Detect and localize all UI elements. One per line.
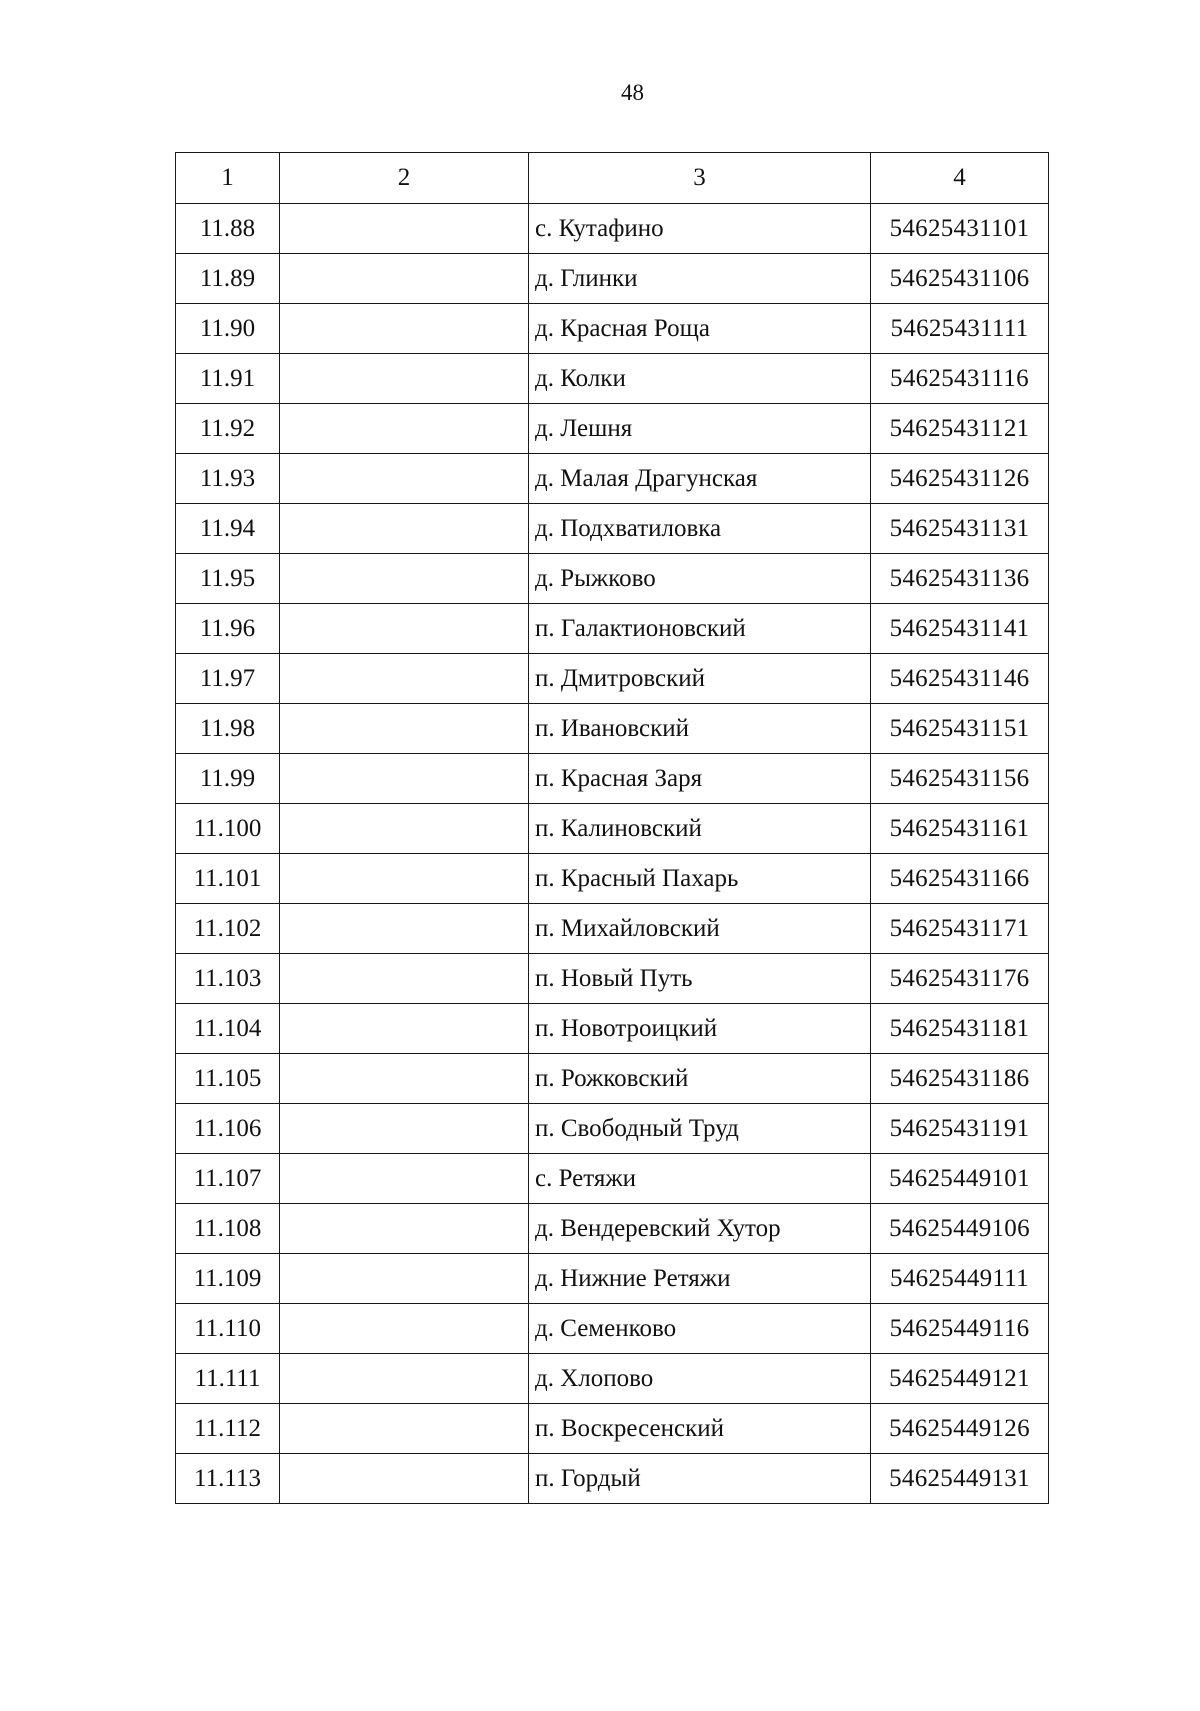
header-row	[176, 153, 1049, 204]
column-2-cell	[280, 1154, 529, 1204]
column-2-cell	[280, 204, 529, 254]
table-row	[176, 404, 1049, 454]
okato-code-cell: 54625449106	[871, 1204, 1049, 1254]
row-number-cell: 11.93	[176, 454, 280, 504]
header-cell-3: 3	[529, 153, 871, 204]
row-number-cell: 11.110	[176, 1304, 280, 1354]
table-row	[176, 904, 1049, 954]
table-row	[176, 254, 1049, 304]
row-number-cell: 11.111	[176, 1354, 280, 1404]
column-2-cell	[280, 904, 529, 954]
table-row	[176, 1004, 1049, 1054]
okato-code-cell: 54625449126	[871, 1404, 1049, 1454]
row-number-cell: 11.113	[176, 1454, 280, 1504]
column-2-cell	[280, 604, 529, 654]
header-cell-2: 2	[280, 153, 529, 204]
table-row	[176, 454, 1049, 504]
column-2-cell	[280, 704, 529, 754]
row-number-cell: 11.109	[176, 1254, 280, 1304]
row-number-cell: 11.112	[176, 1404, 280, 1454]
table-row	[176, 1304, 1049, 1354]
settlement-name-cell: п. Дмитровский	[529, 654, 871, 704]
table-body	[176, 153, 1049, 1504]
okato-code-cell: 54625431101	[871, 204, 1049, 254]
column-2-cell	[280, 1004, 529, 1054]
row-number-cell: 11.106	[176, 1104, 280, 1154]
table-row	[176, 204, 1049, 254]
settlement-name-cell: д. Малая Драгунская	[529, 454, 871, 504]
column-2-cell	[280, 1204, 529, 1254]
row-number-cell: 11.96	[176, 604, 280, 654]
okato-code-cell: 54625431181	[871, 1004, 1049, 1054]
okato-code-cell: 54625431166	[871, 854, 1049, 904]
table-row	[176, 554, 1049, 604]
okato-code-cell: 54625431156	[871, 754, 1049, 804]
okato-code-cell: 54625449121	[871, 1354, 1049, 1404]
row-number-cell: 11.95	[176, 554, 280, 604]
row-number-cell: 11.89	[176, 254, 280, 304]
settlement-name-cell: д. Глинки	[529, 254, 871, 304]
table-row	[176, 1054, 1049, 1104]
table-row	[176, 704, 1049, 754]
column-2-cell	[280, 1104, 529, 1154]
table-row	[176, 1104, 1049, 1154]
settlement-name-cell: д. Вендеревский Хутор	[529, 1204, 871, 1254]
row-number-cell: 11.107	[176, 1154, 280, 1204]
settlement-name-cell: д. Хлопово	[529, 1354, 871, 1404]
table-row	[176, 804, 1049, 854]
column-2-cell	[280, 1454, 529, 1504]
settlement-name-cell: д. Красная Роща	[529, 304, 871, 354]
settlement-name-cell: д. Подхватиловка	[529, 504, 871, 554]
header-cell-4: 4	[871, 153, 1049, 204]
table-row	[176, 1404, 1049, 1454]
settlement-name-cell: д. Рыжково	[529, 554, 871, 604]
okato-code-cell: 54625449111	[871, 1254, 1049, 1304]
row-number-cell: 11.92	[176, 404, 280, 454]
okato-code-cell: 54625431191	[871, 1104, 1049, 1154]
settlement-name-cell: п. Свободный Труд	[529, 1104, 871, 1154]
page-number: 48	[621, 80, 644, 105]
okato-code-cell: 54625449101	[871, 1154, 1049, 1204]
row-number-cell: 11.90	[176, 304, 280, 354]
column-2-cell	[280, 854, 529, 904]
column-2-cell	[280, 354, 529, 404]
column-2-cell	[280, 954, 529, 1004]
settlement-name-cell: п. Ивановский	[529, 704, 871, 754]
row-number-cell: 11.98	[176, 704, 280, 754]
row-number-cell: 11.97	[176, 654, 280, 704]
row-number-cell: 11.91	[176, 354, 280, 404]
okato-code-cell: 54625431141	[871, 604, 1049, 654]
column-2-cell	[280, 554, 529, 604]
header-cell-1: 1	[176, 153, 280, 204]
settlement-name-cell: п. Красная Заря	[529, 754, 871, 804]
okato-code-cell: 54625431106	[871, 254, 1049, 304]
settlement-name-cell: п. Галактионовский	[529, 604, 871, 654]
column-2-cell	[280, 404, 529, 454]
okato-code-cell: 54625431111	[871, 304, 1049, 354]
settlement-name-cell: д. Семенково	[529, 1304, 871, 1354]
row-number-cell: 11.105	[176, 1054, 280, 1104]
settlement-name-cell: п. Воскресенский	[529, 1404, 871, 1454]
row-number-cell: 11.102	[176, 904, 280, 954]
table-row	[176, 354, 1049, 404]
settlement-name-cell: п. Новый Путь	[529, 954, 871, 1004]
row-number-cell: 11.104	[176, 1004, 280, 1054]
table-row	[176, 1154, 1049, 1204]
settlement-name-cell: п. Гордый	[529, 1454, 871, 1504]
table-row	[176, 504, 1049, 554]
column-2-cell	[280, 1304, 529, 1354]
row-number-cell: 11.88	[176, 204, 280, 254]
settlement-name-cell: с. Ретяжи	[529, 1154, 871, 1204]
okato-code-cell: 54625431186	[871, 1054, 1049, 1104]
row-number-cell: 11.94	[176, 504, 280, 554]
okato-code-cell: 54625449131	[871, 1454, 1049, 1504]
table-row	[176, 954, 1049, 1004]
column-2-cell	[280, 1254, 529, 1304]
okato-code-cell: 54625431136	[871, 554, 1049, 604]
row-number-cell: 11.99	[176, 754, 280, 804]
settlement-name-cell: д. Нижние Ретяжи	[529, 1254, 871, 1304]
okato-code-cell: 54625449116	[871, 1304, 1049, 1354]
row-number-cell: 11.103	[176, 954, 280, 1004]
table-row	[176, 304, 1049, 354]
column-2-cell	[280, 1404, 529, 1454]
table-row	[176, 754, 1049, 804]
column-2-cell	[280, 504, 529, 554]
column-2-cell	[280, 254, 529, 304]
column-2-cell	[280, 1354, 529, 1404]
table-row	[176, 854, 1049, 904]
table-row	[176, 1454, 1049, 1504]
column-2-cell	[280, 304, 529, 354]
table-row	[176, 654, 1049, 704]
okato-code-cell: 54625431151	[871, 704, 1049, 754]
okato-code-cell: 54625431116	[871, 354, 1049, 404]
settlements-table	[175, 152, 1049, 1504]
table-row	[176, 604, 1049, 654]
okato-code-cell: 54625431161	[871, 804, 1049, 854]
okato-code-cell: 54625431126	[871, 454, 1049, 504]
settlement-name-cell: п. Михайловский	[529, 904, 871, 954]
okato-code-cell: 54625431171	[871, 904, 1049, 954]
column-2-cell	[280, 754, 529, 804]
table-row	[176, 1204, 1049, 1254]
okato-code-cell: 54625431121	[871, 404, 1049, 454]
row-number-cell: 11.101	[176, 854, 280, 904]
okato-code-cell: 54625431131	[871, 504, 1049, 554]
column-2-cell	[280, 1054, 529, 1104]
settlement-name-cell: п. Калиновский	[529, 804, 871, 854]
column-2-cell	[280, 654, 529, 704]
settlement-name-cell: п. Рожковский	[529, 1054, 871, 1104]
column-2-cell	[280, 454, 529, 504]
column-2-cell	[280, 804, 529, 854]
table-row	[176, 1354, 1049, 1404]
okato-code-cell: 54625431146	[871, 654, 1049, 704]
settlement-name-cell: п. Красный Пахарь	[529, 854, 871, 904]
settlement-name-cell: п. Новотроицкий	[529, 1004, 871, 1054]
settlement-name-cell: д. Колки	[529, 354, 871, 404]
settlement-name-cell: д. Лешня	[529, 404, 871, 454]
row-number-cell: 11.108	[176, 1204, 280, 1254]
settlement-name-cell: с. Кутафино	[529, 204, 871, 254]
row-number-cell: 11.100	[176, 804, 280, 854]
okato-code-cell: 54625431176	[871, 954, 1049, 1004]
table-row	[176, 1254, 1049, 1304]
